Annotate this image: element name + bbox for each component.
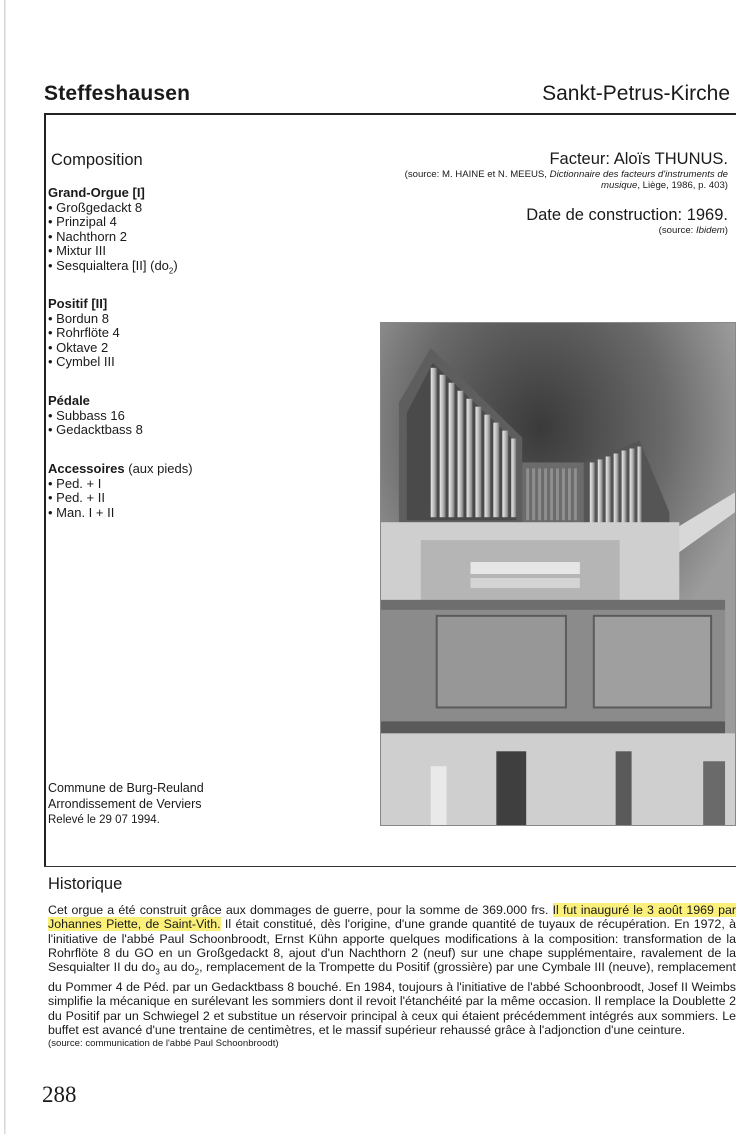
history-body: , remplacement de la Trompette du Positif (grossière) par une Cymbale III (neuve), remplacement du Pommer 4 de Péd. par un Gedacktbass 8 bouché. En 1984, toujours à l'initiative de l'abbé Schoonbroodt, Josef II Weimbs simplifie la mécanique en surélevant les sommiers dont il revoit l'étanchéité par la même occasion. Il remplace la Doublette 2 du Positif par un Schwiegel 2 et substitue un réservoir principal à ceux qui étaient précédemment intégrés aux sommiers. Le buffet est avancé d'une trentaine de centimètres, et le massif supérieur rehaussé grâce à l'adjonction d'une ceinture. [48, 960, 736, 1037]
accessoires-note: (aux pieds) [128, 461, 193, 476]
pedale-group [48, 394, 143, 438]
pedale-stops [48, 409, 143, 438]
date-block [368, 206, 728, 236]
organ-photo-drawing [381, 323, 735, 825]
grand-orgue-group [48, 186, 178, 279]
source-suffix: , Liège, 1986, p. 403) [637, 180, 728, 191]
history-intro: Cet orgue a été construit grâce aux dommages de guerre, pour la somme de 369.000 frs. [48, 903, 549, 917]
accessoires-label: Accessoires [48, 461, 125, 476]
stop-item: • Großgedackt 8 [48, 201, 178, 216]
positif-stops [48, 312, 120, 370]
accessoires-title [48, 462, 193, 477]
stop-item: • Oktave 2 [48, 341, 120, 356]
source-ref: Ibidem [696, 225, 725, 236]
accessory-item: • Man. I + II [48, 506, 193, 521]
history-text [48, 903, 736, 1051]
source-title: Dictionnaire des facteurs d'instruments de musique [549, 169, 728, 191]
date-value: 1969. [686, 206, 728, 224]
stop-text: Sesquialtera [II] (do [56, 257, 169, 273]
organ-photo [380, 322, 736, 826]
builder-block [368, 150, 728, 191]
date-source [368, 225, 728, 236]
composition-title: Composition [51, 151, 143, 169]
place-name: Steffeshausen [44, 82, 191, 105]
pedale-title: Pédale [48, 393, 90, 408]
stop-item [48, 259, 178, 279]
builder-source [368, 169, 728, 191]
stop-item: • Nachthorn 2 [48, 230, 178, 245]
accessory-item: • Ped. + II [48, 491, 193, 506]
page-edge [4, 0, 6, 1134]
stop-item: • Cymbel III [48, 355, 120, 370]
arrondissement: Arrondissement de Verviers [48, 797, 202, 811]
stop-text-end: ) [173, 257, 178, 273]
section-divider [44, 866, 736, 867]
location-block [48, 780, 204, 828]
stop-item: • Gedacktbass 8 [48, 423, 143, 438]
grand-orgue-stops [48, 201, 178, 280]
history-highlight: Il fut inauguré le 3 août 1969 par Johannes Piette, de Saint-Vith. [48, 903, 737, 932]
church-name: Sankt-Petrus-Kirche [542, 82, 730, 105]
commune: Commune de Burg-Reuland [48, 781, 204, 795]
history-body: au do [159, 960, 195, 975]
history-title: Historique [48, 875, 123, 893]
stop-item: • Prinzipal 4 [48, 215, 178, 230]
stop-subscript: 2 [168, 266, 174, 276]
subscript: 2 [194, 967, 200, 977]
page-number: 288 [42, 1082, 77, 1107]
accessory-item: • Ped. + I [48, 477, 193, 492]
stop-item: • Mixtur III [48, 244, 178, 259]
stop-item: • Subbass 16 [48, 409, 143, 424]
history-source: (source: communication de l'abbé Paul Schoonbroodt) [48, 1038, 279, 1050]
survey-date: Relevé le 29 07 1994. [48, 814, 160, 826]
builder-label: Facteur: [549, 150, 610, 168]
positif-group [48, 297, 120, 370]
accessoires-group [48, 462, 193, 520]
subscript: 3 [155, 967, 160, 977]
stop-item: • Bordun 8 [48, 312, 120, 327]
source-suffix: ) [724, 225, 728, 236]
source-prefix: (source: [658, 225, 694, 236]
source-prefix: (source: M. HAINE et N. MEEUS, [404, 169, 547, 180]
stop-item: • Rohrflöte 4 [48, 326, 120, 341]
grand-orgue-title: Grand-Orgue [I] [48, 185, 145, 200]
accessoires-items [48, 477, 193, 521]
date-line [368, 206, 728, 225]
builder-line [368, 150, 728, 169]
positif-title: Positif [II] [48, 296, 108, 311]
history-body: Il était constitué, dès l'origine, d'une grande quantité de tuyaux de récupération. En 1972, à l'initiative de l'abbé Paul Schoonbroodt, Ernst Kühn apporte quelques modifications à la composition: transformation de la Rohrflöte 8 du GO en un Großgedackt 8, ajout d'un Nachthorn 2 (neuf) sur une chape supplémentaire, ravalement de la Sesquialter II du do [48, 917, 736, 975]
builder-name: Aloïs THUNUS. [613, 150, 728, 168]
date-label: Date de construction: [526, 206, 683, 224]
